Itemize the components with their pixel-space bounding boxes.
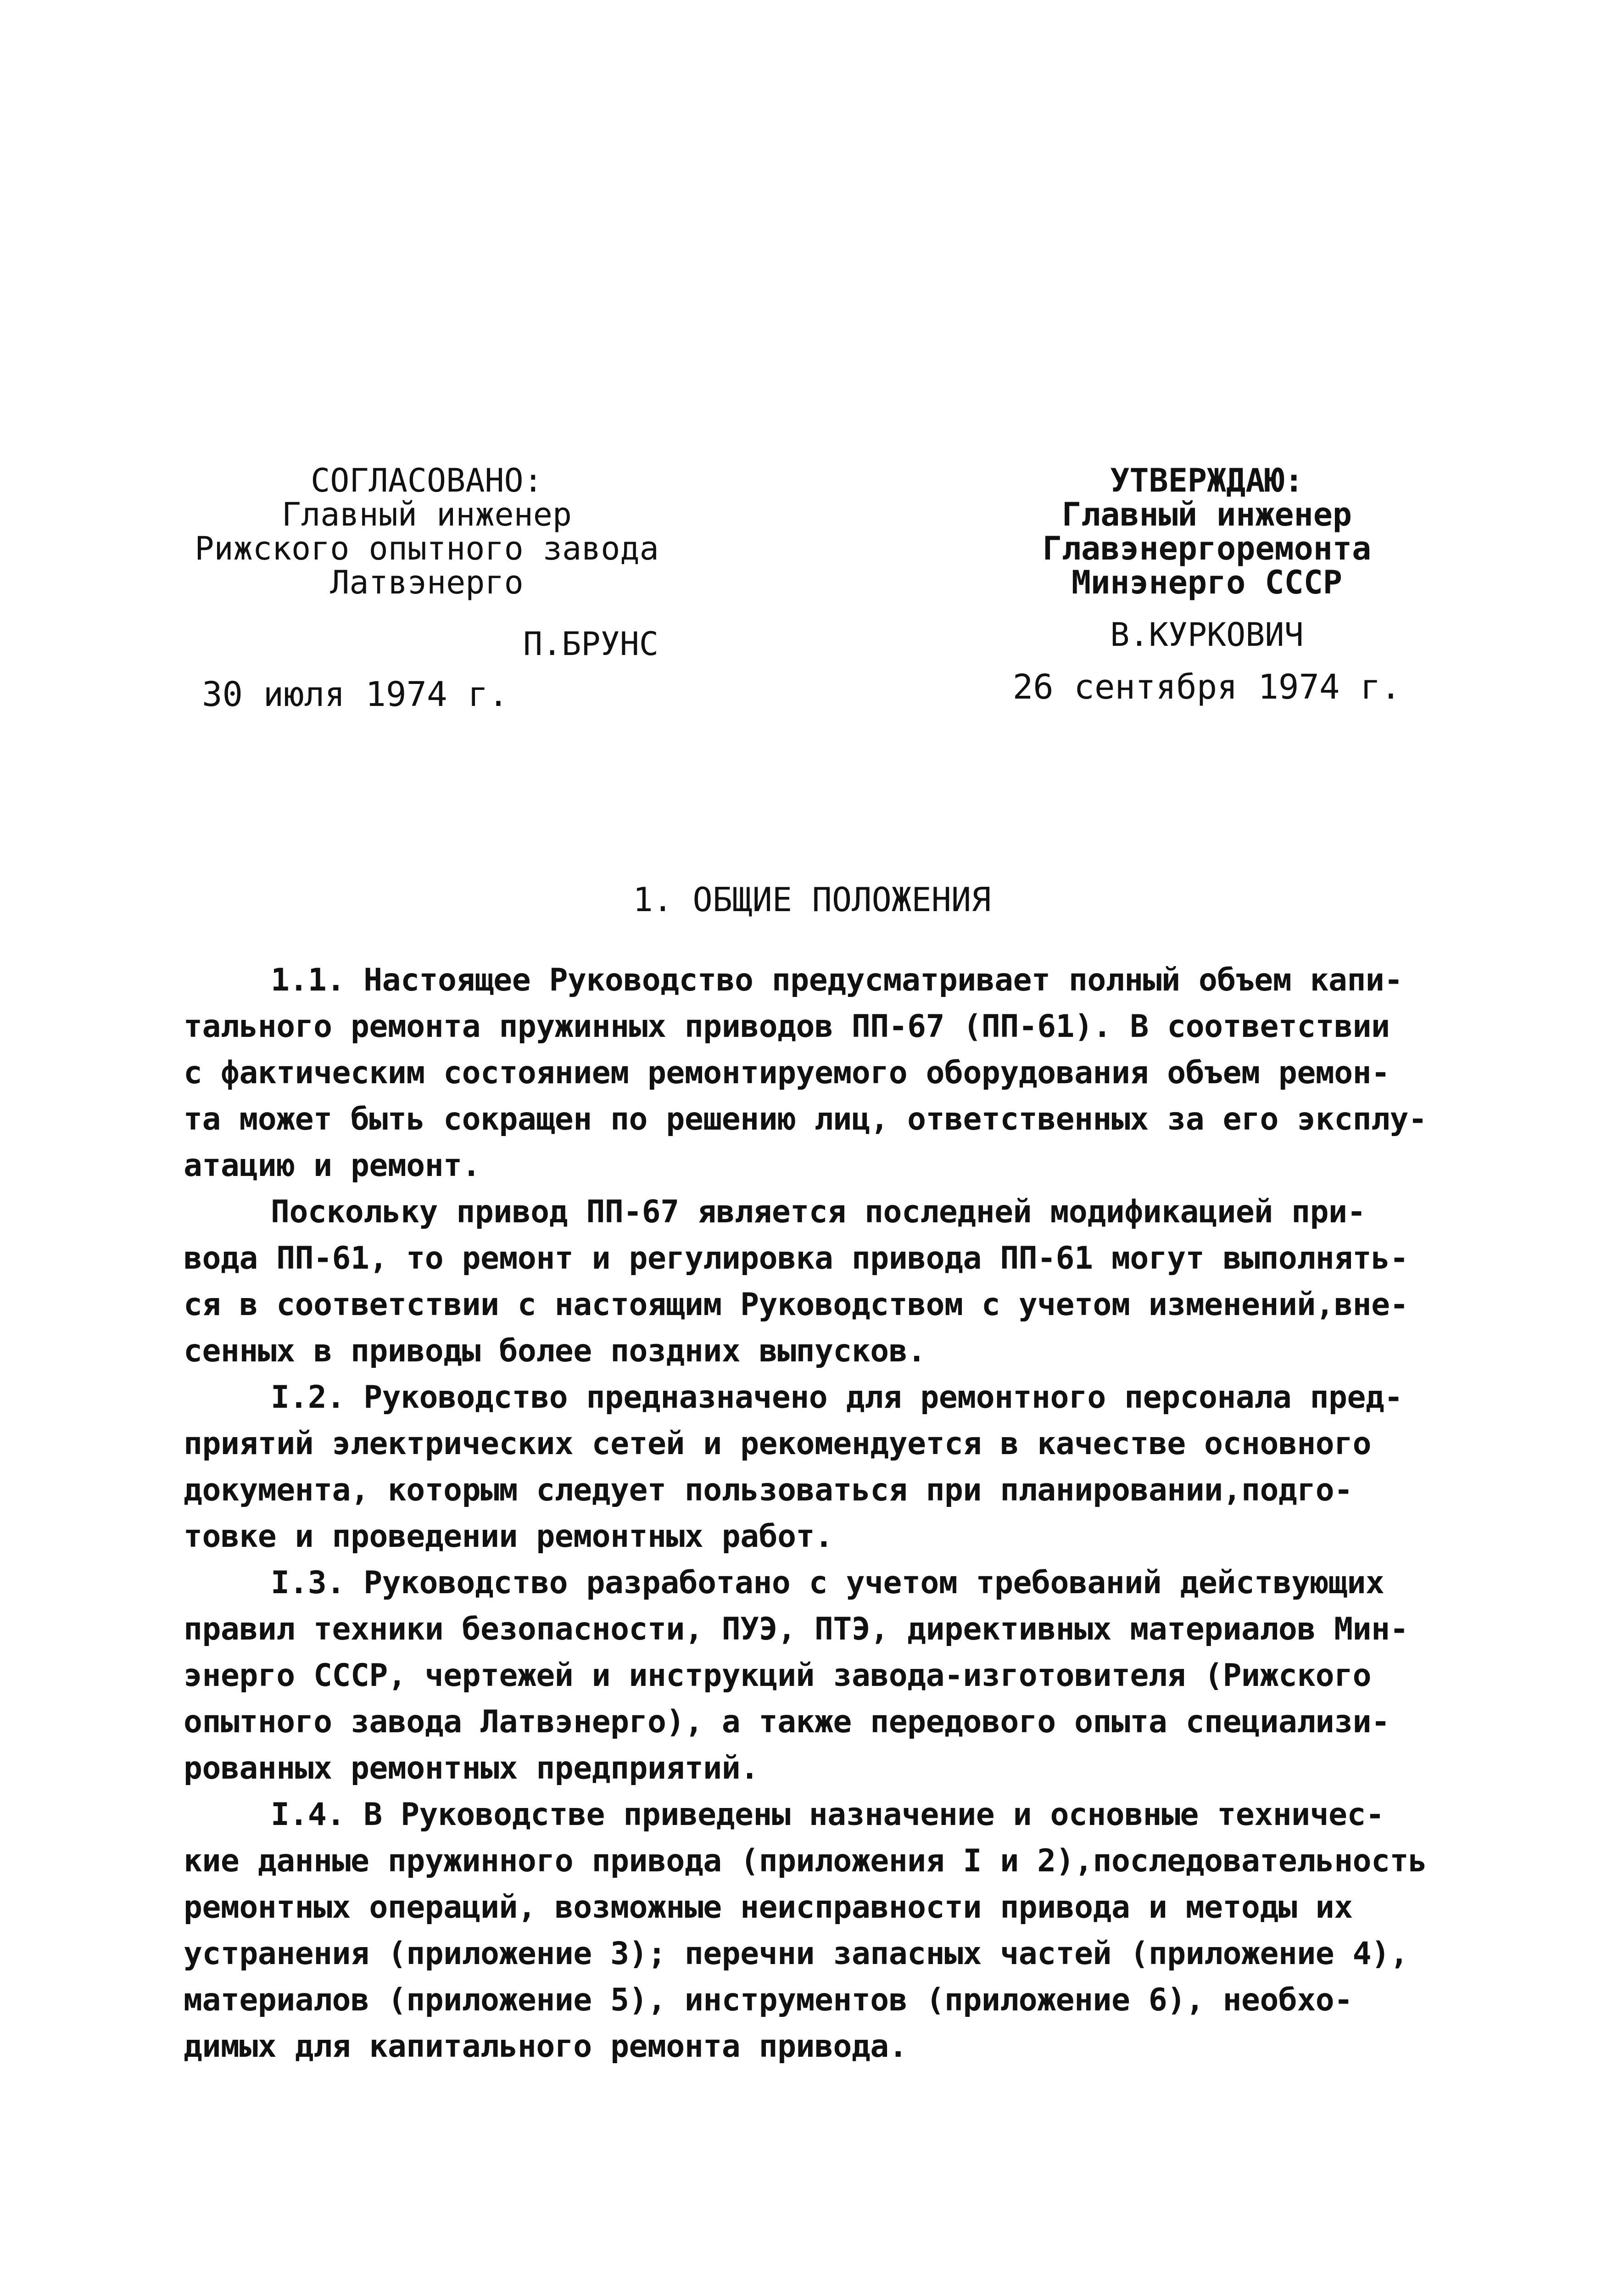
paragraph-line: товке и проведении ремонтных работ.: [184, 1518, 833, 1555]
paragraph-line: устранения (приложение 3); перечни запасных частей (приложение 4),: [184, 1936, 1409, 1972]
paragraph-line: документа, которым следует пользоваться при планировании,подго-: [184, 1472, 1353, 1508]
paragraph-line: Поскольку привод ПП-67 является последней модификацией при-: [271, 1194, 1366, 1230]
paragraph-line: димых для капитального ремонта привода.: [184, 2028, 908, 2065]
section-title: 1. ОБЩИЕ ПОЛОЖЕНИЯ: [633, 880, 991, 919]
approval-right-heading: УТВЕРЖДАЮ:: [1110, 462, 1304, 499]
paragraph-line: рованных ремонтных предприятий.: [184, 1750, 759, 1786]
approval-right-position: Главный инженер: [1061, 496, 1352, 533]
body-text: [184, 957, 1450, 2070]
paragraph-line: I.4. В Руководстве приведены назначение и основные техничес-: [271, 1797, 1384, 1833]
approval-left-date: 30 июля 1974 г.: [202, 675, 509, 714]
approval-right-date: 26 сентября 1974 г.: [1012, 667, 1401, 707]
paragraph-line: I.2. Руководство предназначено для ремонтного персонала пред-: [271, 1379, 1403, 1416]
paragraph-line: та может быть сокращен по решению лиц, ответственных за его эксплу-: [184, 1101, 1427, 1137]
approval-left-organization: Рижского опытного завода: [195, 530, 659, 567]
approval-right-ministry: Минэнерго СССР: [1071, 564, 1342, 601]
approval-block-agreed: [174, 462, 679, 714]
paragraph-line: правил техники безопасности, ПУЭ, ПТЭ, директивных материалов Мин-: [184, 1611, 1409, 1647]
paragraph-line: тального ремонта пружинных приводов ПП-67 (ПП-61). В соответствии: [184, 1008, 1390, 1045]
paragraph-line: приятий электрических сетей и рекомендуется в качестве основного: [184, 1426, 1372, 1462]
paragraph-line: опытного завода Латвэнерго), а также передового опыта специализи-: [184, 1704, 1390, 1740]
paragraph-line: ся в соответствии с настоящим Руководством с учетом изменений,вне-: [184, 1287, 1409, 1323]
approval-left-signature: П.БРУНС: [523, 625, 659, 663]
paragraph-line: атацию и ремонт.: [184, 1148, 481, 1184]
paragraph-line: I.3. Руководство разработано с учетом требований действующих: [271, 1565, 1384, 1601]
paragraph-line: вода ПП-61, то ремонт и регулировка привода ПП-61 могут выполнять-: [184, 1240, 1409, 1276]
paragraph-line: 1.1. Настоящее Руководство предусматривает полный объем капи-: [271, 962, 1403, 998]
paragraph-line: с фактическим состоянием ремонтируемого оборудования объем ремон-: [184, 1055, 1390, 1091]
approval-left-position: Главный инженер: [281, 496, 572, 533]
paragraph-line: материалов (приложение 5), инструментов (приложение 6), необхо-: [184, 1982, 1353, 2018]
paragraph-line: ремонтных операций, возможные неисправности привода и методы их: [184, 1889, 1353, 1926]
paragraph-line: энерго СССР, чертежей и инструкций завода-изготовителя (Рижского: [184, 1657, 1372, 1694]
approval-left-organization-parent: Латвэнерго: [330, 564, 524, 601]
approval-right-signature: В.КУРКОВИЧ: [1110, 616, 1304, 654]
approval-right-organization: Главэнергоремонта: [1042, 530, 1372, 567]
paragraph-line: кие данные пружинного привода (приложения I и 2),последовательность: [184, 1843, 1427, 1879]
paragraph-line: сенных в приводы более поздних выпусков.: [184, 1333, 926, 1369]
approval-left-heading: СОГЛАСОВАНО:: [311, 462, 543, 499]
approval-block-approved: [1000, 462, 1413, 707]
